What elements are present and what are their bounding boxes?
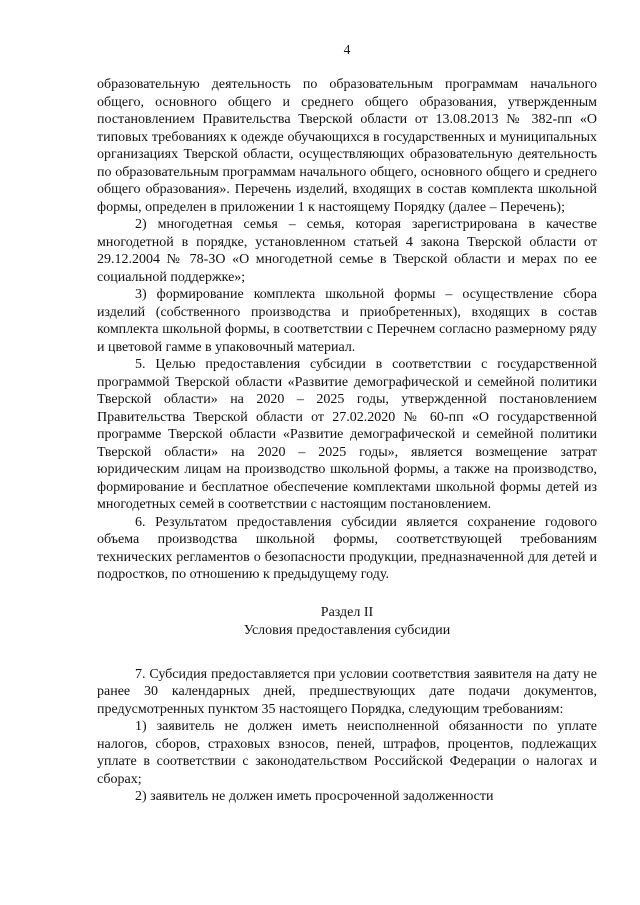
paragraph-item-2: 2) многодетная семья – семья, которая зарегистрирована в качестве многодетной в порядке, установленном статьей 4 закона Тверской области от 29.12.2004 № 78-ЗО «О многодетной семье в Тверской области и мерах по ее социальной поддержке»; xyxy=(97,217,597,285)
paragraph-item-3: 3) формирование комплекта школьной формы – осуществление сбора изделий (собственного производства и приобретенных), входящих в состав комплекта школьной формы, в соответствии с Перечнем согласно размерному ряду и цветовой гамме в упаковочный материал. xyxy=(97,287,597,355)
section-title: Условия предоставления субсидии xyxy=(243,622,451,638)
paragraph-requirement-1: 1) заявитель не должен иметь неисполненной обязанности по уплате налогов, сборов, страховых взносов, пеней, штрафов, процентов, подлежащих уплате в соответствии с законодательством Российской Федерации о налогах и сборах; xyxy=(97,719,597,787)
paragraph-continuation: образовательную деятельность по образовательным программам начального общего, основного общего и среднего общего образования, утвержденным постановлением Правительства Тверской области от 13.08.2013 № 382-пп «О типовых требованиях к одежде обучающихся в государственных и муниципальных организациях Тверской области, осуществляющих образовательную деятельность по образовательным программам начального общего, основного общего и среднего общего образования». Перечень изделий, входящих в состав комплекта школьной формы, определен в приложении 1 к настоящему Порядку (далее – Перечень); xyxy=(97,77,597,215)
page-number: 4 xyxy=(343,42,351,57)
section-number: Раздел II xyxy=(320,604,374,620)
document-page xyxy=(97,42,597,806)
paragraph-clause-7: 7. Субсидия предоставляется при условии соответствия заявителя на дату не ранее 30 календарных дней, предшествующих дате подачи документов, предусмотренных пунктом 35 настоящего Порядка, следующим требованиям: xyxy=(97,666,597,717)
paragraph-requirement-2: 2) заявитель не должен иметь просроченной задолженности xyxy=(135,789,494,804)
paragraph-clause-6: 6. Результатом предоставления субсидии является сохранение годового объема производства школьной формы, соответствующей требованиям технических регламентов о безопасности продукции, предназначенной для детей и подростков, по отношению к предыдущему году. xyxy=(97,514,597,582)
paragraph-clause-5: 5. Целью предоставления субсидии в соответствии с государственной программой Тверской области «Развитие демографической и семейной политики Тверской области» на 2020 – 2025 годы, утвержденной постановлением Правительства Тверской области от 27.02.2020 № 60-пп «О государственной программе Тверской области «Развитие демографической и семейной политики Тверской области» на 2020 – 2025 годы», является возмещение затрат юридическим лицам на производство школьной формы, а также на производство, формирование и бесплатное обеспечение комплектами школьной формы детей из многодетных семей в соответствии с настоящим постановлением. xyxy=(97,357,597,512)
